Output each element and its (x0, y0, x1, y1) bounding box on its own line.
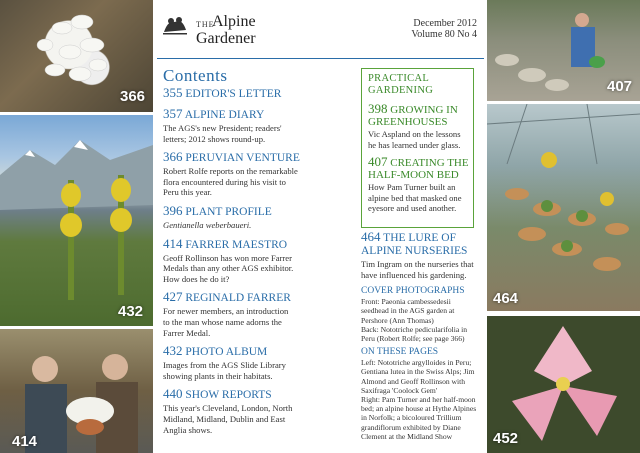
photo-white-flowers (0, 0, 153, 112)
contents-column (163, 86, 353, 441)
photo-page-number: 464 (493, 290, 519, 307)
entry-description: Tim Ingram on the nurseries that have influenced his gardening. (361, 259, 474, 280)
masthead-the: THE (196, 20, 215, 29)
cover-back: Back: Nototriche pedicularifolia in Peru (Robert Rolfe; see page 366) (361, 324, 468, 343)
entry-description: How Pam Turner built an alpine bed that masked one eyesore and used another. (368, 182, 462, 214)
entry-title: GROWING IN (390, 104, 458, 116)
entry-title: CREATING THE (390, 157, 469, 170)
on-these-pages-left: Left: Nototriche argylloides in Peru; Gentiana lutea in the Swiss Alps; Jim Almond and Geoff Rollinson with Saxifraga 'Coolock Gem' (361, 358, 475, 395)
entry-page: 398 (368, 101, 388, 116)
practical-title-line2: GARDENING (368, 85, 434, 96)
right-column (361, 230, 479, 441)
entry-page: 414 (163, 235, 183, 251)
entry-page: 366 (163, 149, 183, 165)
contents-entry[interactable] (163, 204, 353, 231)
issue-info (411, 18, 477, 40)
entry-page: 432 (163, 343, 183, 359)
issue-volume: Volume 80 No 4 (411, 29, 477, 40)
practical-gardening-box (361, 68, 474, 228)
practical-title-line1: PRACTICAL (368, 73, 430, 84)
entry-page: 464 (361, 229, 381, 244)
photo-half-moon-bed (487, 0, 640, 101)
header-rule (157, 58, 484, 59)
practical-title (368, 73, 469, 97)
entry-page: 407 (368, 154, 388, 170)
contents-entry[interactable] (163, 107, 353, 144)
entry-description: Geoff Rollinson has won more Farrer Medals than any other AGS exhibitor. How does he do it? (163, 252, 294, 284)
logo-icon (160, 12, 190, 38)
cover-front: Front: Paeonia cambessedesii seedhead in the AGS garden at Pershore (Ann Thomas) (361, 297, 455, 325)
entry-title: PERUVIAN VENTURE (185, 152, 300, 165)
on-these-pages-heading: ON THESE PAGES (361, 347, 439, 358)
contents-entry[interactable] (361, 230, 479, 280)
cover-photographs-heading: COVER PHOTOGRAPHS (361, 286, 465, 297)
entry-description: The AGS's new President; readers' letters; 2012 shows round-up. (163, 123, 282, 144)
photo-alpine-house (487, 104, 640, 311)
contents-entry[interactable] (163, 387, 353, 435)
practical-entry[interactable] (368, 156, 469, 214)
entry-page: 427 (163, 289, 183, 305)
issue-date: December 2012 (413, 18, 477, 29)
practical-entry[interactable] (368, 103, 469, 150)
entry-description: Images from the AGS Slide Library showing plants in their habitats. (163, 360, 286, 381)
entry-page: 357 (163, 106, 183, 121)
entry-title: ALPINE DIARY (184, 109, 265, 121)
entry-title: SHOW REPORTS (185, 389, 272, 402)
entry-title: GREENHOUSES (368, 116, 448, 128)
photo-exhibitors (0, 329, 153, 453)
photo-page-number: 452 (493, 430, 519, 447)
photo-page-number: 414 (12, 433, 38, 450)
entry-title: EDITOR'S LETTER (185, 88, 282, 100)
entry-description: Gentianella weberbaueri. (163, 219, 252, 230)
contents-title: Contents (163, 66, 228, 85)
contents-entry[interactable] (163, 150, 353, 198)
entry-title: REGINALD FARRER (185, 292, 291, 305)
entry-page: 440 (163, 386, 183, 402)
contents-entry[interactable] (163, 237, 353, 285)
entry-description: Robert Rolfe reports on the remarkable flora encountered during his visit to Peru this year. (163, 166, 298, 198)
entry-title: PHOTO ALBUM (185, 346, 268, 359)
entry-page: 355 (163, 85, 183, 100)
photo-page-number: 432 (118, 303, 144, 320)
photo-page-number: 366 (120, 88, 146, 105)
entry-title: THE LURE OF (383, 232, 457, 244)
entry-title: PLANT PROFILE (185, 205, 272, 218)
entry-title: HALF-MOON BED (368, 169, 459, 182)
masthead-alpine: Alpine (212, 13, 256, 30)
masthead-gardener: Gardener (196, 30, 256, 47)
photo-gentian-alps (0, 115, 153, 326)
contents-entry[interactable] (163, 290, 353, 338)
photo-trillium (487, 316, 640, 453)
photo-page-number: 407 (607, 78, 633, 95)
entry-title: ALPINE NURSERIES (361, 245, 468, 257)
entry-description: This year's Cleveland, London, North Midland, Midland, Dublin and East Anglia shows. (163, 403, 293, 435)
masthead (160, 8, 480, 58)
entry-description: For newer members, an introduction to the man whose name adorns the Farrer Medal. (163, 306, 289, 338)
entry-title: FARRER MAESTRO (185, 238, 288, 251)
contents-entry[interactable] (163, 344, 353, 381)
entry-page: 396 (163, 202, 183, 218)
on-these-pages-right: Right: Pam Turner and her half-moon bed; an alpine house at Hythe Alpines in Norfolk; a bicoloured Trillium grandiflorum exhibited by Diane Clement at the Midland Show (361, 395, 477, 441)
entry-description: Vic Aspland on the lessons he has learned under glass. (368, 129, 461, 150)
contents-entry[interactable] (163, 86, 353, 101)
